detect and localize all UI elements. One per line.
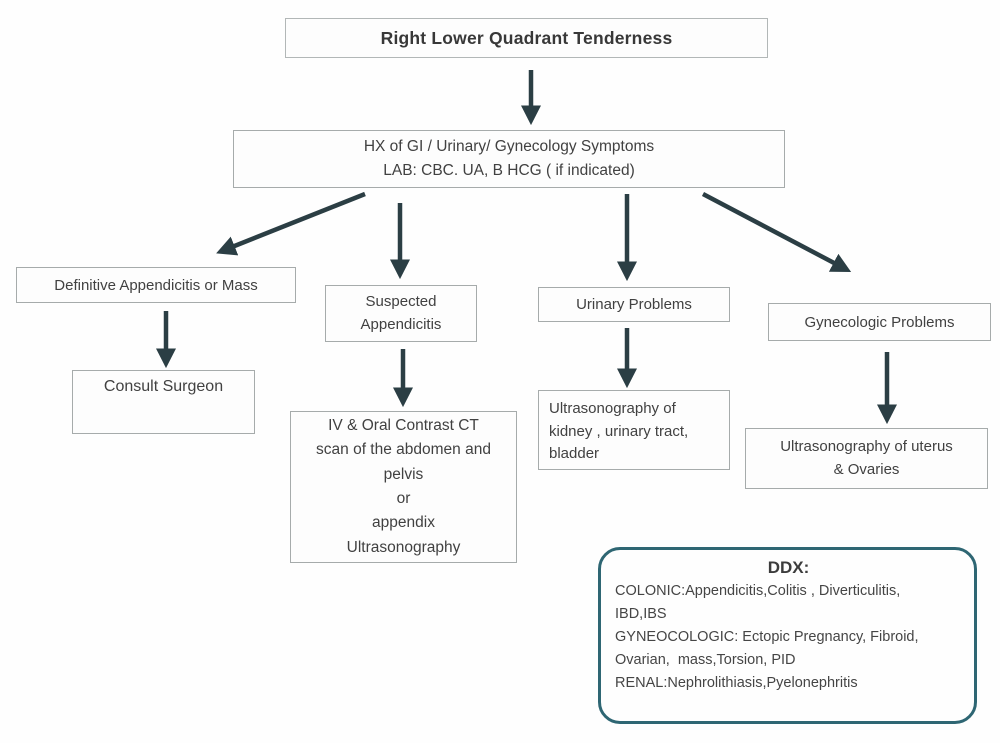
history-line-2: LAB: CBC. UA, B HCG ( if indicated) <box>383 162 635 179</box>
node-gynecologic-problems <box>768 303 991 341</box>
ddx-differential-diagnosis-panel <box>598 547 977 724</box>
node-consult-surgeon <box>72 370 255 434</box>
node-history-and-lab <box>233 130 785 188</box>
ddx-line-renal: RENAL:Nephrolithiasis,Pyelonephritis <box>615 674 858 691</box>
kidney-us-line-2: kidney , urinary tract, <box>549 422 689 440</box>
ddx-line-ibd-ibs: IBD,IBS <box>615 605 667 622</box>
ct-line-6: Ultrasonography <box>346 538 461 556</box>
node-suspected-appendicitis <box>325 285 477 342</box>
suspected-line-1: Suspected <box>365 293 437 310</box>
uterus-us-line-2: & Ovaries <box>833 460 900 478</box>
ddx-line-gynecologic: GYNEOCOLOGIC: Ectopic Pregnancy, Fibroid, <box>615 628 919 645</box>
suspected-line-2: Appendicitis <box>360 315 442 333</box>
node-ultrasonography-kidney-urinary-tract-bladder <box>538 390 730 470</box>
ddx-line-colonic: COLONIC:Appendicitis,Colitis , Diverticulitis, <box>615 583 901 599</box>
ct-line-3: pelvis <box>383 465 424 483</box>
node-definitive-appendicitis-or-mass <box>16 267 296 303</box>
ct-line-4: or <box>396 490 411 507</box>
node-urinary-problems <box>538 287 730 322</box>
ct-line-1: IV & Oral Contrast CT <box>328 416 479 434</box>
node-right-lower-quadrant-tenderness <box>285 18 768 58</box>
arrow-history-to-definitive <box>232 194 365 247</box>
ct-line-5: appendix <box>372 514 435 532</box>
ddx-heading: DDX: <box>767 558 810 577</box>
ddx-line-ovarian: Ovarian, mass,Torsion, PID <box>615 651 796 668</box>
consult-label: Consult Surgeon <box>103 378 224 395</box>
history-line-1: HX of GI / Urinary/ Gynecology Symptoms <box>363 137 655 155</box>
uterus-us-line-1: Ultrasonography of uterus <box>780 438 953 455</box>
gynecologic-label: Gynecologic Problems <box>804 313 955 331</box>
node-ultrasonography-uterus-ovaries <box>745 428 988 489</box>
ct-line-2: scan of the abdomen and <box>316 441 491 459</box>
node-title-label: Right Lower Quadrant Tenderness <box>380 27 673 48</box>
kidney-us-line-1: Ultrasonography of <box>549 400 676 417</box>
node-ct-scan-or-appendix-ultrasonography <box>290 411 517 563</box>
definitive-label: Definitive Appendicitis or Mass <box>54 276 258 294</box>
urinary-label: Urinary Problems <box>576 296 692 313</box>
kidney-us-line-3: bladder <box>549 445 600 462</box>
arrow-history-to-gynecologic <box>703 194 836 264</box>
